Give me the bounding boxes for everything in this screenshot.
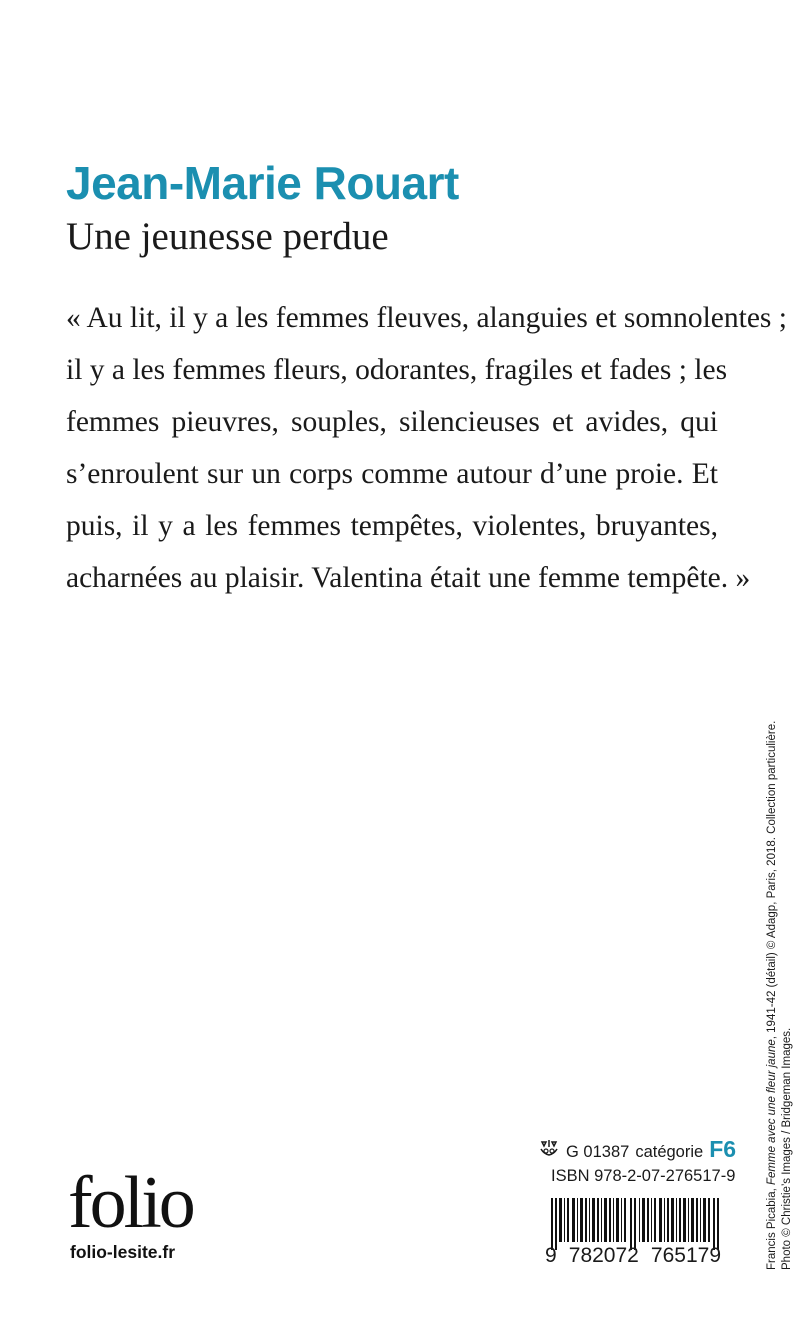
publisher-website[interactable]: folio-lesite.fr bbox=[70, 1242, 176, 1262]
barcode-digit-group: 782072 bbox=[568, 1244, 639, 1267]
barcode-digit-group: 765179 bbox=[650, 1244, 721, 1267]
credit-line-1 bbox=[765, 721, 780, 1270]
gallimard-mark-icon bbox=[538, 1139, 560, 1157]
credit-artist: Francis Picabia, bbox=[766, 1184, 778, 1270]
blurb-line: s’enroulent sur un corps comme autour d’une proie. Et bbox=[66, 458, 718, 490]
blurb-line: « Au lit, il y a les femmes fleuves, alanguies et somnolentes ; bbox=[66, 302, 787, 334]
author-name: Jean-Marie Rouart bbox=[66, 157, 459, 209]
image-credit bbox=[765, 721, 795, 1270]
credit-rights: , 1941-42 (détail) © Adagp, Paris, 2018. Collection particulière. bbox=[766, 720, 778, 1040]
blurb-line: il y a les femmes fleurs, odorantes, fragiles et fades ; les bbox=[66, 354, 728, 386]
barcode-digits bbox=[545, 1244, 721, 1268]
price-category: F6 bbox=[709, 1136, 737, 1162]
folio-logo: folio bbox=[68, 1162, 193, 1244]
catalog-code: G 01387 bbox=[566, 1143, 630, 1161]
barcode-icon bbox=[545, 1198, 723, 1250]
book-title: Une jeunesse perdue bbox=[66, 215, 389, 258]
credit-line-2: Photo © Christie’s Images / Bridgeman Images. bbox=[781, 1027, 793, 1270]
blurb-line: acharnées au plaisir. Valentina était une femme tempête. » bbox=[66, 562, 751, 594]
blurb-line: femmes pieuvres, souples, silencieuses et avides, qui bbox=[66, 406, 718, 438]
isbn: ISBN 978-2-07-276517-9 bbox=[551, 1167, 736, 1185]
catalog-code-line bbox=[538, 1136, 736, 1163]
category-label: catégorie bbox=[635, 1143, 704, 1161]
credit-artwork-title: Femme avec une fleur jaune bbox=[766, 1039, 778, 1185]
back-cover-blurb bbox=[66, 292, 787, 604]
blurb-line: puis, il y a les femmes tempêtes, violentes, bruyantes, bbox=[66, 510, 718, 542]
barcode-digit-group: 9 bbox=[545, 1244, 557, 1267]
